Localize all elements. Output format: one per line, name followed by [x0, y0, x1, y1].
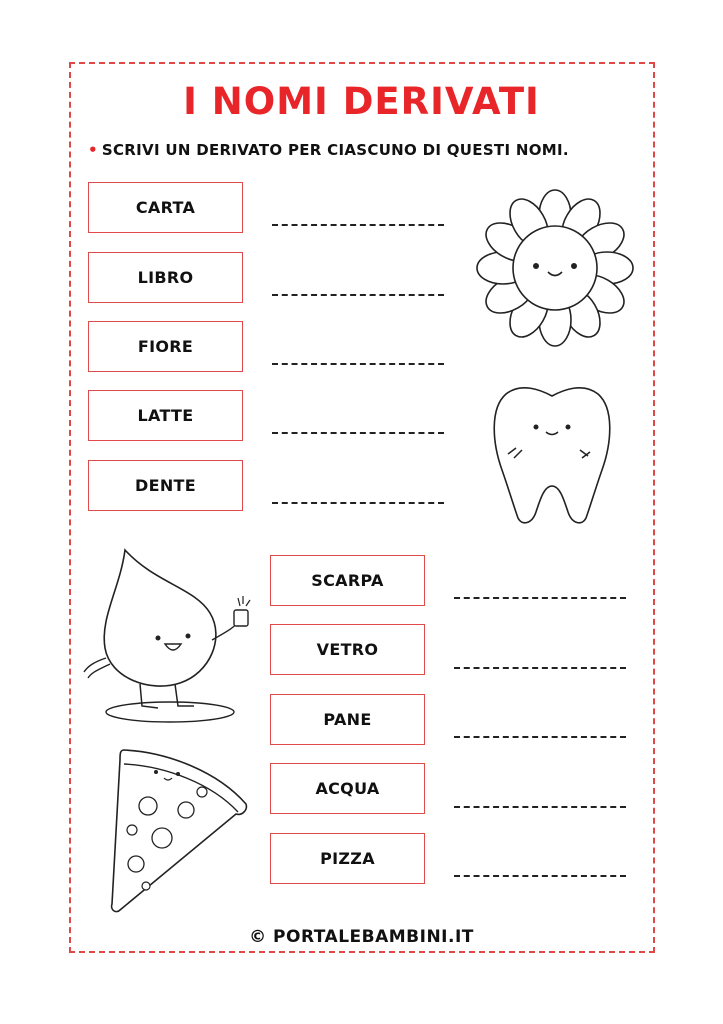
word-box-fiore: FIORE: [88, 321, 243, 372]
page-title: I NOMI DERIVATI: [183, 80, 540, 123]
answer-line-libro[interactable]: [272, 294, 444, 296]
word-box-latte: LATTE: [88, 390, 243, 441]
bullet-icon: •: [88, 141, 98, 159]
pizza-slice-icon: [108, 746, 253, 916]
word-box-libro: LIBRO: [88, 252, 243, 303]
word-box-pizza: PIZZA: [270, 833, 425, 884]
answer-line-pizza[interactable]: [454, 875, 626, 877]
word-box-vetro: VETRO: [270, 624, 425, 675]
word-box-acqua: ACQUA: [270, 763, 425, 814]
copyright-footer: © PORTALEBAMBINI.IT: [249, 927, 474, 947]
answer-line-scarpa[interactable]: [454, 597, 626, 599]
word-box-pane: PANE: [270, 694, 425, 745]
answer-line-carta[interactable]: [272, 224, 444, 226]
word-box-dente: DENTE: [88, 460, 243, 511]
answer-line-pane[interactable]: [454, 736, 626, 738]
answer-line-fiore[interactable]: [272, 363, 444, 365]
word-box-scarpa: SCARPA: [270, 555, 425, 606]
answer-line-dente[interactable]: [272, 502, 444, 504]
answer-line-latte[interactable]: [272, 432, 444, 434]
instruction-text: SCRIVI UN DERIVATO PER CIASCUNO DI QUESTI NOMI.: [101, 141, 569, 159]
answer-line-vetro[interactable]: [454, 667, 626, 669]
flower-icon: [470, 186, 640, 351]
instruction: [88, 141, 569, 159]
answer-line-acqua[interactable]: [454, 806, 626, 808]
word-box-carta: CARTA: [88, 182, 243, 233]
water-drop-icon: [80, 548, 265, 730]
tooth-icon: [486, 382, 618, 527]
